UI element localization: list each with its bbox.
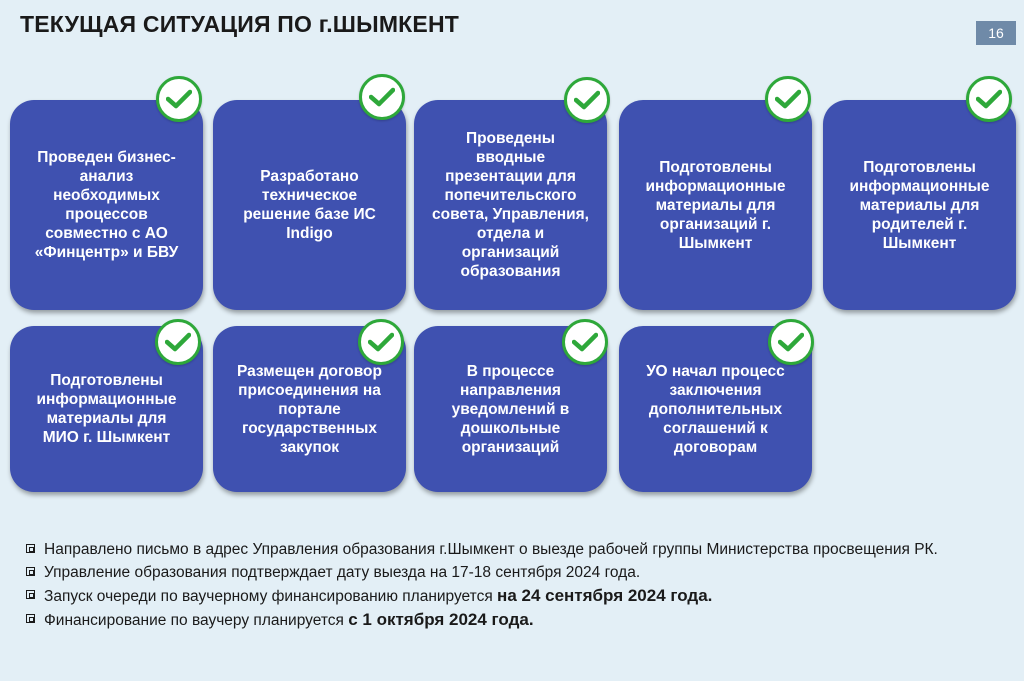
bullet-text: Финансирование по ваучеру планируется [44,612,349,629]
bullet-text: Направлено письмо в адрес Управления образования г.Шымкент о выезде рабочей группы Министерства просвещения РК. [44,541,938,558]
status-card [619,100,812,310]
card-text: Проведен бизнес-анализ необходимых процессов совместно с АО «Финцентр» и БВУ [34,149,179,261]
card-text: Подготовлены информационные материалы для родителей г. Шымкент [849,158,990,252]
card-text: Подготовлены информационные материалы для организаций г. Шымкент [645,158,786,252]
list-item [26,563,992,583]
checkmark-icon [359,74,405,120]
checkmark-icon [358,319,404,365]
bullet-emphasis: с 1 октября 2024 года. [348,610,534,629]
page-title: ТЕКУЩАЯ СИТУАЦИЯ ПО г.ШЫМКЕНТ [20,11,460,37]
bullet-list [26,540,992,634]
list-item [26,540,992,560]
bullet-text: Управление образования подтверждает дату выезда на 17-18 сентября 2024 года. [44,564,641,581]
checkmark-icon [562,319,608,365]
checkbox-bullet-icon [26,590,35,599]
status-card [213,100,406,310]
checkmark-icon [768,319,814,365]
list-item [26,610,992,631]
bullet-text: Запуск очереди по ваучерному финансированию планируется [44,588,498,605]
checkbox-bullet-icon [26,544,35,553]
card-text: В процессе направления уведомлений в дошкольные организаций [451,362,570,456]
card-text: Проведены вводные презентации для попечительского совета, Управления, отдела и организаций образования [432,130,589,280]
checkbox-bullet-icon [26,614,35,623]
page-number: 16 [976,21,1016,45]
card-text: Размещен договор присоединения на портале государственных закупок [236,362,382,456]
checkmark-icon [966,76,1012,122]
checkmark-icon [564,77,610,123]
status-card [823,100,1016,310]
card-text: Подготовлены информационные материалы для МИО г. Шымкент [36,372,177,446]
card-text: УО начал процесс заключения дополнительных соглашений к договорам [646,362,785,456]
bullet-emphasis: на 24 сентября 2024 года. [497,586,713,605]
checkmark-icon [155,319,201,365]
status-card [414,100,607,310]
checkmark-icon [156,76,202,122]
checkbox-bullet-icon [26,567,35,576]
card-text: Разработано техническое решение базе ИС Indigo [243,168,376,242]
checkmark-icon [765,76,811,122]
status-card [10,100,203,310]
list-item [26,586,992,607]
